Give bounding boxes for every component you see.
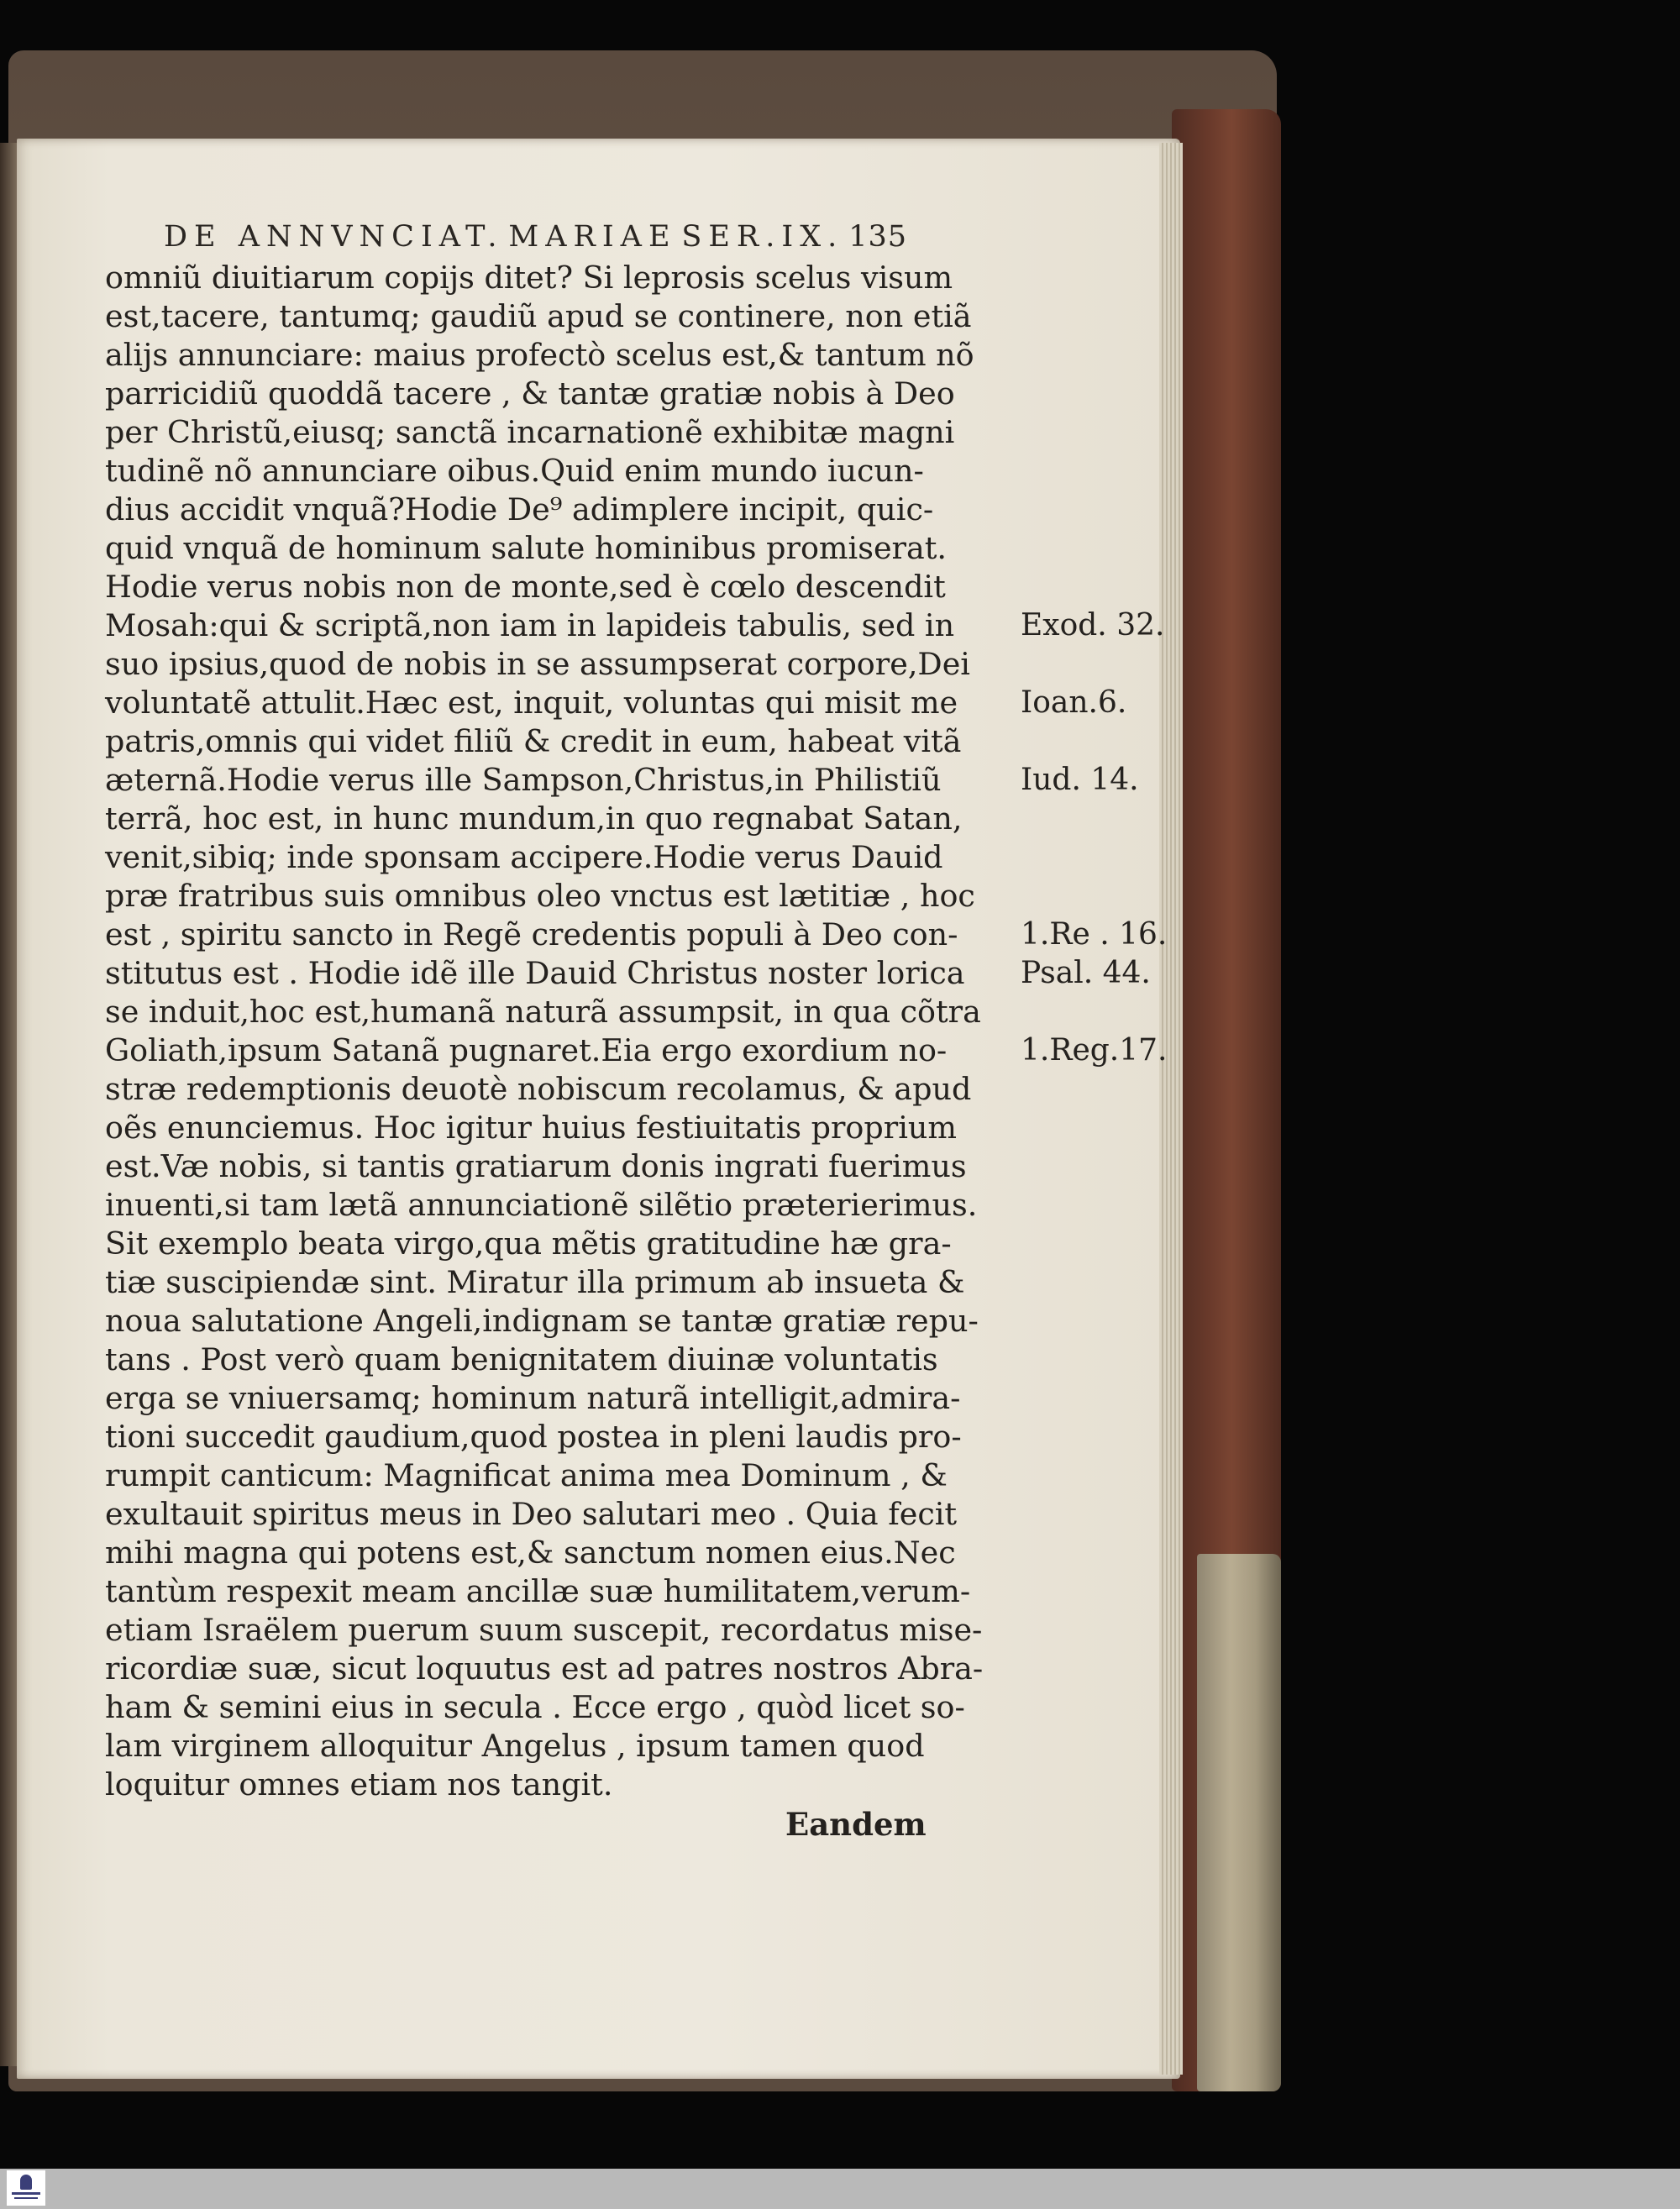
margin-note: Ioan.6. — [1021, 685, 1127, 720]
text-line: omniũ diuitiarum copijs ditet? Si leprosis scelus visum — [105, 260, 953, 296]
text-line: æternã.Hodie verus ille Sampson,Christus,in Philistiũ — [105, 762, 942, 798]
text-line: ricordiæ suæ, sicut loquutus est ad patres nostros Abra- — [105, 1650, 984, 1687]
text-line: per Christũ,eiusq; sanctã incarnationẽ exhibitæ magni — [105, 414, 955, 450]
body-text — [105, 259, 1168, 1804]
text-line: voluntatẽ attulit.Hæc est, inquit, voluntas qui misit me — [105, 685, 958, 721]
text-line: inuenti,si tam lætã annunciationẽ silẽtio præterierimus. — [105, 1187, 978, 1223]
text-line: tantùm respexit meam ancillæ suæ humilitatem,verum- — [105, 1573, 971, 1609]
text-line: tiæ suscipiendæ sint. Miratur illa primum ab insueta & — [105, 1264, 965, 1300]
text-line: tioni succedit gaudium,quod postea in pleni laudis pro- — [105, 1419, 962, 1455]
header-left: DE ANNVNCIAT. — [164, 220, 504, 254]
text-line: terrã, hoc est, in hunc mundum,in quo regnabat Satan, — [105, 800, 963, 837]
text-line: suo ipsius,quod de nobis in se assumpserat corpore,Dei — [105, 646, 970, 682]
margin-note: Iud. 14. — [1021, 763, 1139, 797]
text-line: est,tacere, tantumq; gaudiũ apud se continere, non etiã — [105, 298, 972, 334]
text-line: exultauit spiritus meus in Deo salutari meo . Quia fecit — [105, 1496, 958, 1532]
text-line: Hodie verus nobis non de monte,sed è cœlo descendit — [105, 569, 946, 605]
text-line: est.Væ nobis, si tantis gratiarum donis ingrati fuerimus — [105, 1148, 967, 1184]
binding-worn-edge — [1197, 1554, 1281, 2091]
header-right: SER.IX. — [681, 220, 844, 254]
text-line: mihi magna qui potens est,& sanctum nomen eius.Nec — [105, 1535, 956, 1571]
text-line: tudinẽ nõ annunciare oibus.Quid enim mundo iucun- — [105, 453, 924, 489]
text-line: Sit exemplo beata virgo,qua mẽtis gratitudine hæ gra- — [105, 1225, 952, 1262]
page-number: 135 — [848, 220, 907, 254]
text-line: oẽs enunciemus. Hoc igitur huius festiuitatis proprium — [105, 1110, 957, 1146]
text-line: lam virginem alloquitur Angelus , ipsum tamen quod — [105, 1728, 925, 1764]
text-line: quid vnquã de hominum salute hominibus promiserat. — [105, 530, 948, 566]
text-line: loquitur omnes etiam nos tangit. — [105, 1766, 613, 1802]
catchword: Eandem — [785, 1806, 927, 1843]
margin-note: Exod. 32. — [1021, 608, 1165, 643]
text-line: dius accidit vnquã?Hodie De⁹ adimplere incipit, quic- — [105, 491, 934, 527]
page-edges — [1159, 143, 1183, 2075]
text-line: tans . Post verò quam benignitatem diuinæ voluntatis — [105, 1341, 938, 1377]
text-line: Mosah:qui & scriptã,non iam in lapideis tabulis, sed in — [105, 607, 955, 643]
text-line: stræ redemptionis deuotè nobiscum recolamus, & apud — [105, 1071, 972, 1107]
margin-note: 1.Re . 16. — [1021, 917, 1168, 952]
text-line: ham & semini eius in secula . Ecce ergo , quòd licet so- — [105, 1689, 965, 1725]
library-logo-icon — [7, 2170, 45, 2206]
text-line: se induit,hoc est,humanã naturã assumpsit, in qua cõtra — [105, 994, 981, 1030]
running-header — [164, 220, 907, 254]
viewer-footer-bar — [0, 2169, 1680, 2209]
text-line: venit,sibiq; inde sponsam accipere.Hodie verus Dauid — [105, 839, 943, 875]
text-line: rumpit canticum: Magnificat anima mea Dominum , & — [105, 1457, 948, 1493]
text-line: stitutus est . Hodie idẽ ille Dauid Christus noster lorica — [105, 955, 965, 991]
text-line: erga se vniuersamq; hominum naturã intelligit,admira- — [105, 1380, 961, 1416]
header-middle: MARIAE — [508, 220, 677, 254]
margin-note: 1.Reg.17. — [1021, 1033, 1168, 1068]
text-line: alijs annunciare: maius profectò scelus est,& tantum nõ — [105, 337, 974, 373]
text-line: est , spiritu sancto in Regẽ credentis populi à Deo con- — [105, 916, 958, 952]
text-line: parricidiũ quoddã tacere , & tantæ gratiæ nobis à Deo — [105, 375, 955, 412]
margin-note: Psal. 44. — [1021, 956, 1151, 990]
text-line: Goliath,ipsum Satanã pugnaret.Eia ergo exordium no- — [105, 1032, 948, 1068]
text-line: etiam Israëlem puerum suum suscepit, recordatus mise- — [105, 1612, 983, 1648]
text-line: patris,omnis qui videt filiũ & credit in eum, habeat vitã — [105, 723, 962, 759]
text-line: noua salutatione Angeli,indignam se tantæ gratiæ repu- — [105, 1303, 979, 1339]
text-line: præ fratribus suis omnibus oleo vnctus est lætitiæ , hoc — [105, 878, 975, 914]
